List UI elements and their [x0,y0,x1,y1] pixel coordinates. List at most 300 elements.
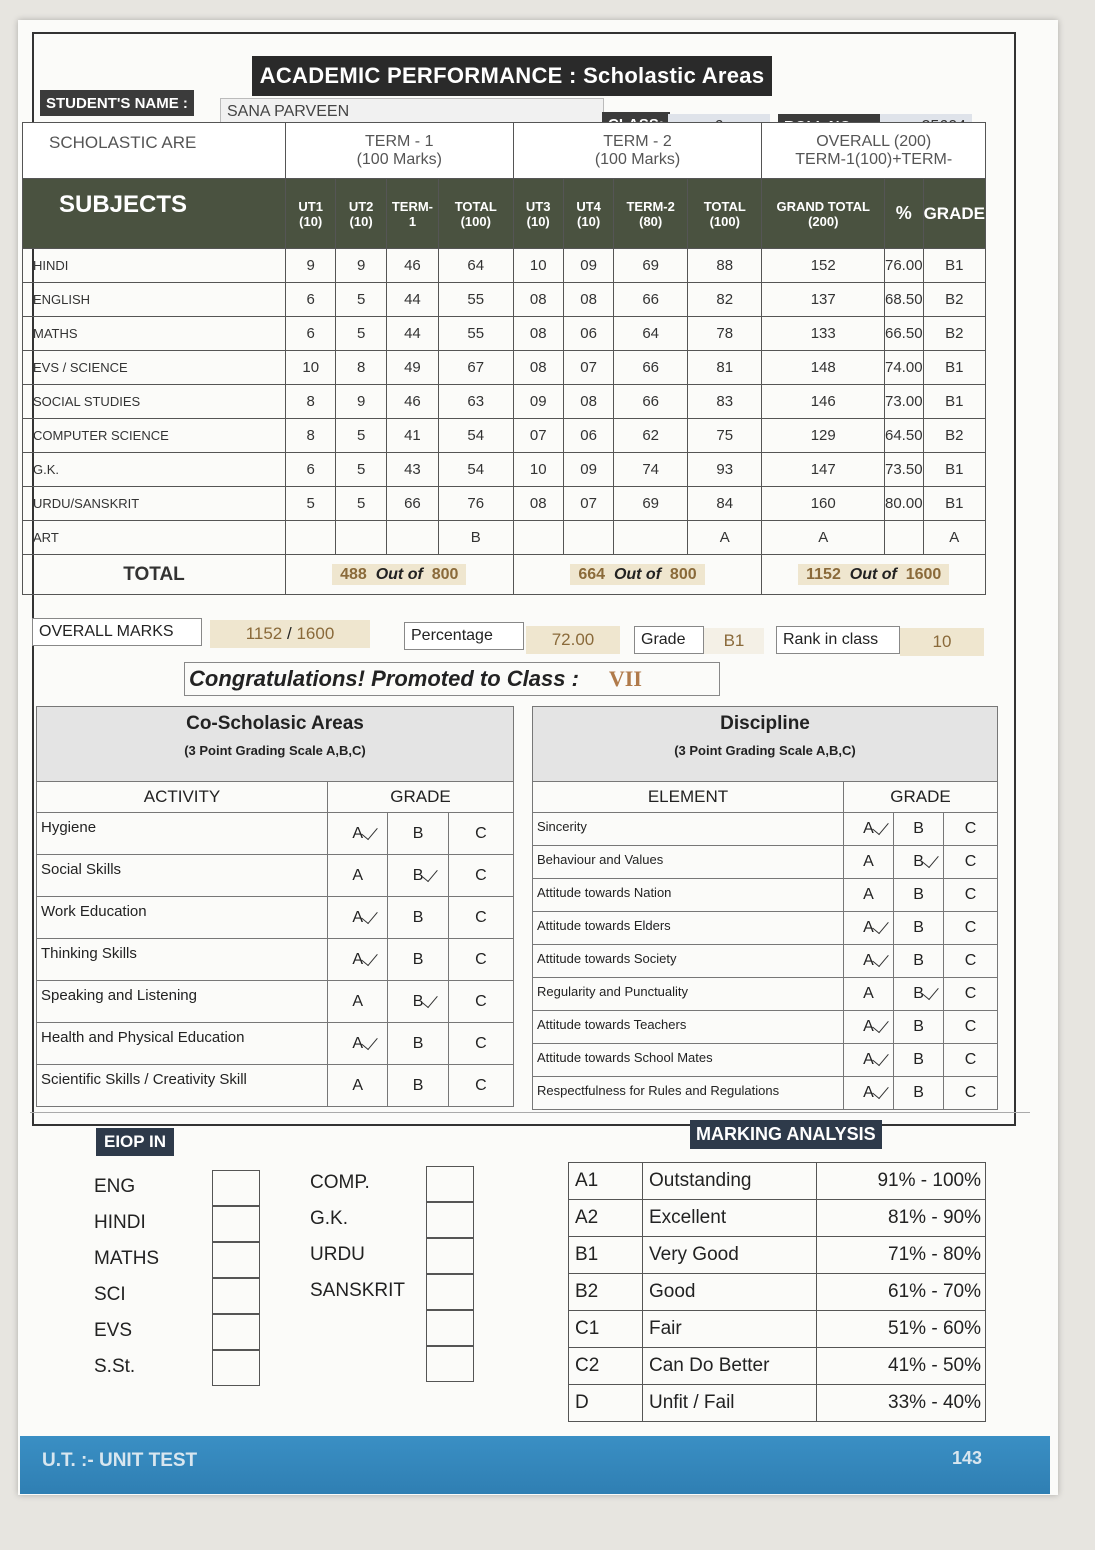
mark-cell: B1 [923,487,985,521]
rank-value: 10 [900,628,984,656]
mark-cell: A [688,521,762,555]
grade-letter: B [913,1051,924,1068]
marking-cell: Good [643,1274,817,1311]
column-header: TERM- 1 [386,179,438,249]
mark-cell: 44 [386,317,438,351]
eiop-checkbox[interactable] [212,1206,260,1242]
column-header: UT2 (10) [336,179,386,249]
mark-cell: 06 [563,419,613,453]
subject-name: G.K. [23,453,286,487]
grade-option[interactable] [944,1044,998,1077]
grade-letter: A [863,985,874,1002]
grade-option[interactable] [448,1023,513,1065]
grade-option[interactable] [388,813,448,855]
grade-option[interactable] [894,912,944,945]
mark-cell: B [439,521,513,555]
grade-row [533,879,998,912]
grade-option[interactable] [388,981,448,1023]
mark-cell: 08 [513,351,563,385]
eiop-subject: G.K. [310,1208,349,1229]
table-corner: SCHOLASTIC ARE [23,123,286,179]
subject-name: ENGLISH [23,283,286,317]
mark-cell: 69 [614,249,688,283]
marking-cell: A1 [569,1163,643,1200]
grade-option[interactable] [448,855,513,897]
grade-option[interactable] [844,945,894,978]
grade-option[interactable] [894,1011,944,1044]
grade-letter: A [863,919,874,936]
mark-cell: 46 [386,249,438,283]
mark-cell: 62 [614,419,688,453]
subjects-label: SUBJECTS [23,179,286,249]
marking-cell: Excellent [643,1200,817,1237]
mark-cell: 41 [386,419,438,453]
mark-cell: 9 [336,385,386,419]
mark-cell: 55 [439,283,513,317]
marking-row [569,1385,986,1422]
rank-label: Rank in class [776,626,900,654]
promotion-message: Congratulations! Promoted to Class : VII [184,662,720,696]
mark-cell: 66 [386,487,438,521]
discipline-table [532,706,998,1110]
activity-name: Health and Physical Education [37,1023,328,1065]
marking-row [569,1237,986,1274]
discipline-section [532,706,997,1110]
activity-name: Hygiene [37,813,328,855]
column-header: TERM-2 (80) [614,179,688,249]
grade-letter: B [913,952,924,969]
mark-cell: 152 [762,249,885,283]
subject-row [23,521,986,555]
marking-cell: 33% - 40% [817,1385,986,1422]
mark-cell: 88 [688,249,762,283]
grade-option[interactable] [944,912,998,945]
grade-row [533,945,998,978]
activity-name: Attitude towards Nation [533,879,844,912]
grade-option[interactable] [388,897,448,939]
mark-cell: 10 [513,249,563,283]
column-header: TOTAL (100) [688,179,762,249]
mark-cell: 6 [286,317,336,351]
grade-value: B1 [704,628,764,654]
grade-letter: A [352,992,364,1010]
percentage-value: 72.00 [526,626,620,654]
mark-cell: 66 [614,385,688,419]
grade-option[interactable] [448,981,513,1023]
column-header: UT1 (10) [286,179,336,249]
grade-option[interactable] [448,939,513,981]
grade-letter: C [475,992,487,1010]
subject-name: ART [23,521,286,555]
grade-option[interactable] [894,1077,944,1110]
grade-option[interactable] [894,813,944,846]
grade-option[interactable] [844,846,894,879]
grade-option[interactable] [328,813,388,855]
activity-name: Work Education [37,897,328,939]
mark-cell: 63 [439,385,513,419]
grade-option[interactable] [448,1065,513,1107]
grade-row [37,855,514,897]
mark-cell: 83 [688,385,762,419]
grade-letter: B [913,985,924,1002]
page-number: 143 [951,1448,982,1468]
grade-letter: C [964,886,977,903]
activity-name: Attitude towards School Mates [533,1044,844,1077]
grade-letter: B [412,866,424,884]
grade-header: GRADE [328,782,514,813]
grade-option[interactable] [844,813,894,846]
mark-cell: 9 [336,249,386,283]
grade-letter: B [412,1034,424,1052]
grade-letter: B [913,820,924,837]
mark-cell: 5 [336,419,386,453]
page-footer [20,1436,1050,1494]
eiop-subject: URDU [310,1244,365,1265]
mark-cell: 74 [614,453,688,487]
grade-row [37,1023,514,1065]
mark-cell [614,521,688,555]
column-header: UT3 (10) [513,179,563,249]
subject-name: SOCIAL STUDIES [23,385,286,419]
eiop-checkbox[interactable] [212,1350,260,1386]
eiop-subject: SANSKRIT [310,1280,406,1301]
grade-letter: B [412,908,424,926]
mark-cell: 5 [336,283,386,317]
grade-row [533,1077,998,1110]
grade-option[interactable] [448,813,513,855]
grade-option[interactable] [944,846,998,879]
grade-option[interactable] [388,939,448,981]
grade-letter: A [863,1084,874,1101]
activity-name: Attitude towards Elders [533,912,844,945]
mark-cell: 09 [563,249,613,283]
mark-cell: 64.50 [885,419,924,453]
marking-cell: 71% - 80% [817,1237,986,1274]
grand-total: 1152 Out of 1600 [762,555,986,595]
page-title: ACADEMIC PERFORMANCE : Scholastic Areas [252,56,772,96]
marking-cell: 91% - 100% [817,1163,986,1200]
marking-row [569,1163,986,1200]
mark-cell: 08 [563,385,613,419]
grade-option[interactable] [328,1023,388,1065]
grade-option[interactable] [944,1011,998,1044]
grade-option[interactable] [944,978,998,1011]
grade-option[interactable] [328,897,388,939]
mark-cell: 07 [563,487,613,521]
mark-cell: 66 [614,283,688,317]
mark-cell: 8 [286,419,336,453]
grade-option[interactable] [388,1023,448,1065]
mark-cell: 6 [286,453,336,487]
grade-letter: B [913,919,924,936]
subject-row [23,249,986,283]
grade-row [533,978,998,1011]
subject-name: EVS / SCIENCE [23,351,286,385]
marking-cell: Very Good [643,1237,817,1274]
activity-name: Attitude towards Society [533,945,844,978]
mark-cell: 49 [386,351,438,385]
grade-letter: A [863,853,874,870]
mark-cell: 76.00 [885,249,924,283]
grade-letter: C [475,950,487,968]
mark-cell: B1 [923,351,985,385]
grade-letter: C [964,919,977,936]
mark-cell [513,521,563,555]
grade-option[interactable] [894,879,944,912]
section-divider [30,1112,1030,1113]
student-name-value: SANA PARVEEN [220,98,604,126]
subject-name: URDU/SANSKRIT [23,487,286,521]
subject-row [23,351,986,385]
discipline-title: Discipline (3 Point Grading Scale A,B,C) [533,707,998,782]
eiop-checkbox[interactable] [212,1170,260,1206]
grade-option[interactable] [844,1011,894,1044]
percentage-label: Percentage [404,622,524,650]
mark-cell: 64 [439,249,513,283]
mark-cell: 10 [513,453,563,487]
grade-option[interactable] [388,1065,448,1107]
eiop-subject: SCI [94,1284,126,1305]
grade-letter: C [475,1034,487,1052]
subject-row [23,317,986,351]
marking-cell: Fair [643,1311,817,1348]
eiop-checkbox[interactable] [426,1346,474,1382]
activity-name: Attitude towards Teachers [533,1011,844,1044]
grade-letter: B [913,1084,924,1101]
co-scholastic-table [36,706,514,1107]
activity-name: Speaking and Listening [37,981,328,1023]
activity-name: Behaviour and Values [533,846,844,879]
eiop-checkbox[interactable] [426,1274,474,1310]
grade-letter: B [913,853,924,870]
grade-letter: C [964,952,977,969]
mark-cell: 82 [688,283,762,317]
grade-letter: C [475,866,487,884]
mark-cell: 07 [513,419,563,453]
activity-name: Scientific Skills / Creativity Skill [37,1065,328,1107]
grade-letter: A [352,1076,364,1094]
mark-cell: B2 [923,317,985,351]
grade-option[interactable] [894,1044,944,1077]
mark-cell: 80.00 [885,487,924,521]
marking-cell: C1 [569,1311,643,1348]
marking-cell: Outstanding [643,1163,817,1200]
term1-header: TERM - 1 (100 Marks) [286,123,514,179]
student-name-label: STUDENT'S NAME : [40,90,194,116]
mark-cell [563,521,613,555]
subject-row [23,419,986,453]
mark-cell: 146 [762,385,885,419]
mark-cell: 69 [614,487,688,521]
grade-label: Grade [634,626,704,654]
term1-total: 488 Out of 800 [286,555,514,595]
grade-letter: B [412,824,424,842]
eiop-subject: HINDI [94,1212,146,1233]
mark-cell: 93 [688,453,762,487]
marking-analysis-table [568,1162,986,1422]
mark-cell: 160 [762,487,885,521]
mark-cell: A [923,521,985,555]
subject-row [23,453,986,487]
grade-option[interactable] [844,1077,894,1110]
mark-cell: 74.00 [885,351,924,385]
eiop-checkbox[interactable] [426,1202,474,1238]
activity-header: ACTIVITY [37,782,328,813]
eiop-title: EIOP IN [96,1128,174,1156]
eiop-subject: S.St. [94,1356,136,1377]
mark-cell: 129 [762,419,885,453]
marking-cell: 51% - 60% [817,1311,986,1348]
mark-cell: 76 [439,487,513,521]
mark-cell: 08 [563,283,613,317]
mark-cell: B2 [923,283,985,317]
mark-cell: 81 [688,351,762,385]
eiop-checkbox[interactable] [426,1238,474,1274]
grade-row [37,813,514,855]
subject-name: HINDI [23,249,286,283]
mark-cell: 133 [762,317,885,351]
grade-option[interactable] [844,1044,894,1077]
grade-row [37,1065,514,1107]
grade-option[interactable] [328,855,388,897]
mark-cell: 148 [762,351,885,385]
grade-option[interactable] [844,978,894,1011]
mark-cell: 75 [688,419,762,453]
mark-cell: B1 [923,385,985,419]
subject-row [23,487,986,521]
subject-name: COMPUTER SCIENCE [23,419,286,453]
activity-name: Regularity and Punctuality [533,978,844,1011]
grade-letter: A [863,820,874,837]
element-header: ELEMENT [533,782,844,813]
grade-option[interactable] [448,897,513,939]
term2-header: TERM - 2 (100 Marks) [513,123,762,179]
mark-cell: 66 [614,351,688,385]
grade-option[interactable] [944,879,998,912]
mark-cell: 147 [762,453,885,487]
co-scholastic-title: Co-Scholasic Areas (3 Point Grading Scale A,B,C) [37,707,514,782]
grade-letter: C [964,1018,977,1035]
eiop-subject: EVS [94,1320,133,1341]
mark-cell: 46 [386,385,438,419]
mark-cell: 5 [336,487,386,521]
marking-cell: 81% - 90% [817,1200,986,1237]
grade-option[interactable] [844,912,894,945]
grade-letter: A [863,1051,874,1068]
mark-cell [336,521,386,555]
marking-cell: C2 [569,1348,643,1385]
mark-cell: 54 [439,419,513,453]
mark-cell [286,521,336,555]
mark-cell: 43 [386,453,438,487]
mark-cell: A [762,521,885,555]
grade-letter: C [475,1076,487,1094]
grade-letter: B [913,1018,924,1035]
mark-cell: 5 [336,317,386,351]
grade-option[interactable] [944,1077,998,1110]
mark-cell: 78 [688,317,762,351]
activity-name: Sincerity [533,813,844,846]
eiop-checkbox[interactable] [212,1314,260,1350]
eiop-checkbox[interactable] [426,1166,474,1202]
grade-row [533,1044,998,1077]
grade-letter: B [412,1076,424,1094]
grade-letter: A [352,908,364,926]
eiop-checkbox[interactable] [212,1278,260,1314]
eiop-checkbox[interactable] [212,1242,260,1278]
overall-marks-label: OVERALL MARKS [32,618,202,646]
activity-name: Respectfulness for Rules and Regulations [533,1077,844,1110]
eiop-subject: COMP. [310,1172,370,1193]
grade-row [533,912,998,945]
mark-cell: 64 [614,317,688,351]
mark-cell: B1 [923,453,985,487]
grade-letter: C [475,824,487,842]
grade-option[interactable] [894,978,944,1011]
grade-letter: B [913,886,924,903]
mark-cell: 6 [286,283,336,317]
grade-header: GRADE [844,782,998,813]
mark-cell: 10 [286,351,336,385]
promoted-class: VII [608,666,642,691]
marking-row [569,1311,986,1348]
grade-option[interactable] [944,945,998,978]
grade-option[interactable] [388,855,448,897]
column-header: UT4 (10) [563,179,613,249]
marking-row [569,1200,986,1237]
subject-name: MATHS [23,317,286,351]
grade-option[interactable] [328,1065,388,1107]
activity-name: Social Skills [37,855,328,897]
grade-option[interactable] [894,846,944,879]
marking-cell: B2 [569,1274,643,1311]
marking-row [569,1348,986,1385]
grade-letter: C [964,1084,977,1101]
grade-letter: B [412,992,424,1010]
mark-cell: 73.50 [885,453,924,487]
subject-row [23,385,986,419]
subject-row [23,283,986,317]
grade-row [533,1011,998,1044]
mark-cell: 8 [286,385,336,419]
grade-option[interactable] [944,813,998,846]
marking-cell: 41% - 50% [817,1348,986,1385]
scholastic-table [22,122,986,595]
grade-option[interactable] [328,939,388,981]
mark-cell: 09 [563,453,613,487]
eiop-checkbox[interactable] [426,1310,474,1346]
marking-cell: D [569,1385,643,1422]
marking-cell: 61% - 70% [817,1274,986,1311]
mark-cell: 8 [336,351,386,385]
mark-cell: 68.50 [885,283,924,317]
overall-header: OVERALL (200) TERM-1(100)+TERM- [762,123,986,179]
mark-cell: 84 [688,487,762,521]
column-header: GRAND TOTAL (200) [762,179,885,249]
grade-option[interactable] [844,879,894,912]
mark-cell: B2 [923,419,985,453]
grade-row [37,981,514,1023]
grade-letter: C [964,820,977,837]
grade-option[interactable] [894,945,944,978]
mark-cell: 5 [286,487,336,521]
marking-cell: B1 [569,1237,643,1274]
grade-option[interactable] [328,981,388,1023]
mark-cell: 5 [336,453,386,487]
grade-letter: A [863,1018,874,1035]
column-header: GRADE [923,179,985,249]
mark-cell: 08 [513,283,563,317]
